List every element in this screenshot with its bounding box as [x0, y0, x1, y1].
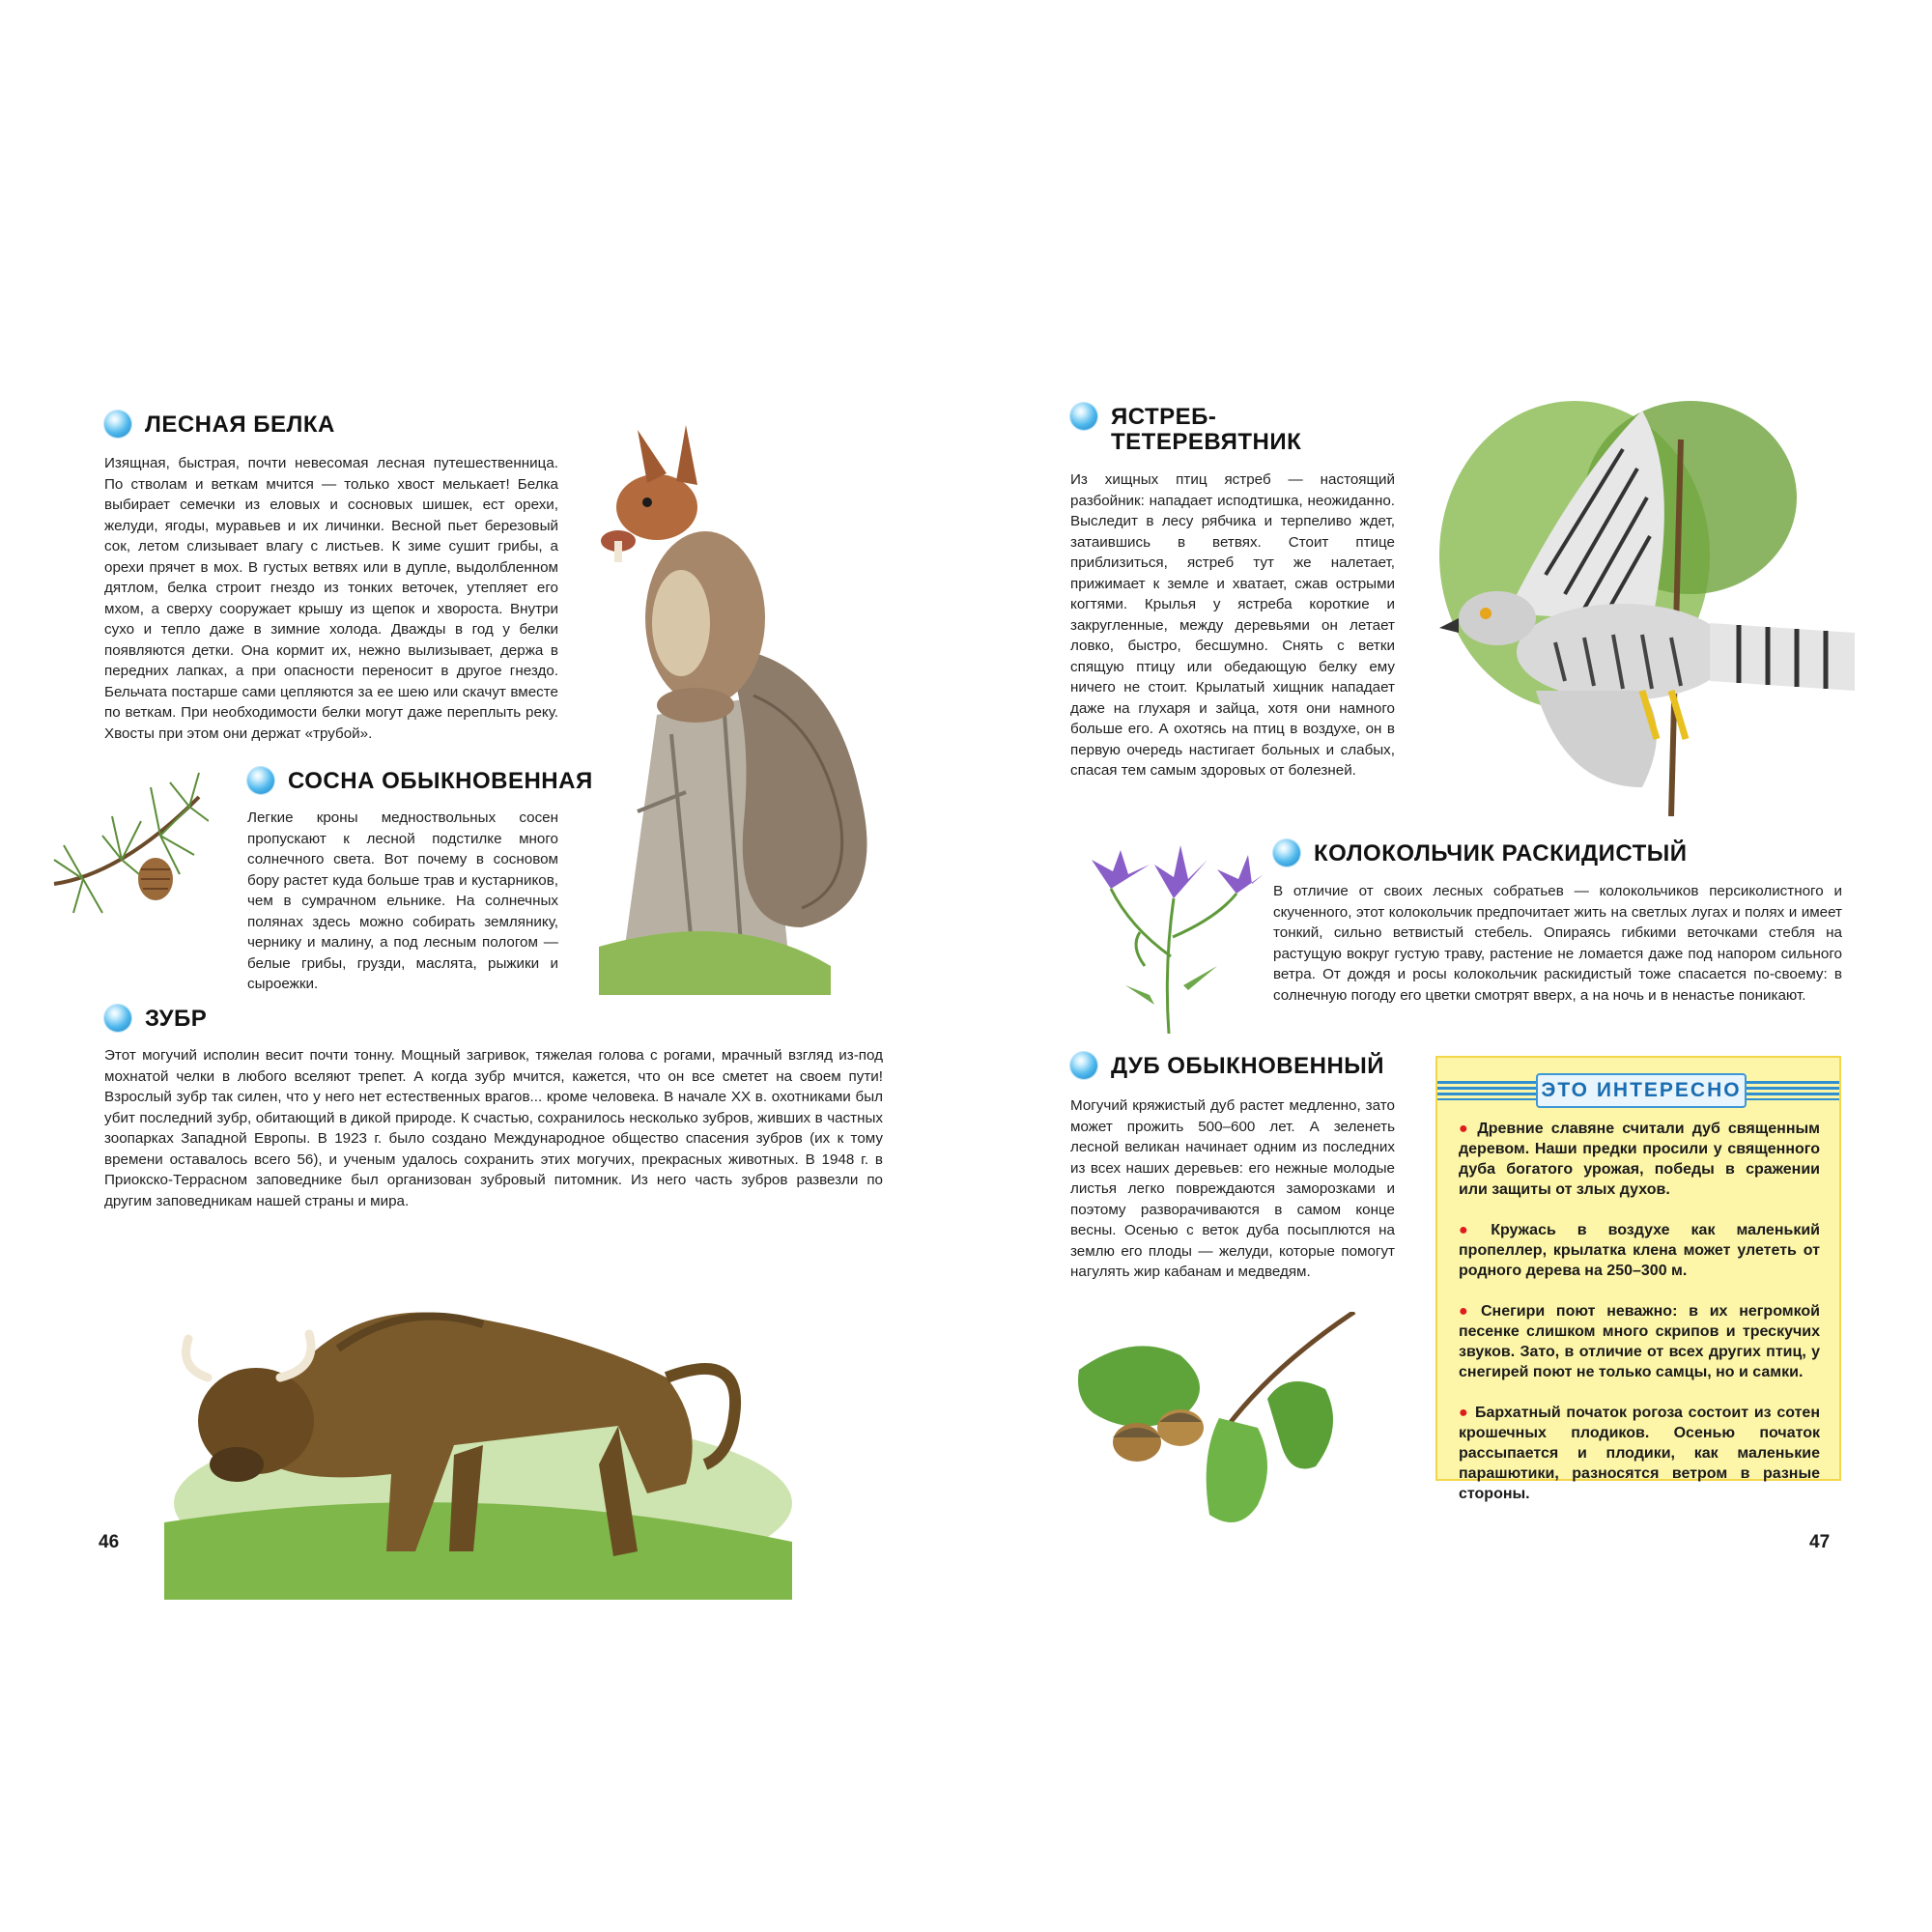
- bullet-dot-icon: ●: [1459, 1303, 1475, 1320]
- fact-item: [1459, 1119, 1820, 1200]
- fact-item: [1459, 1403, 1820, 1504]
- squirrel-text: Изящная, быстрая, почти невесомая лесная путешественница. По стволам и веткам мчится — только хвост мелькает! Белка выбирает семечки из еловых и сосновых шишек, ест орехи, желуди, ягоды, муравьев и их личинки. Весной пьет березовый сок, летом слизывает влагу с листьев. К зиме сушит грибы, а орехи прячет в мох. В густых ветвях или в дупле, выдолбленном дятлом, белка строит гнездо из тонких веточек, утепляет его мхом, а сверху сооружает крышу из щепок и хвороста. Внутри сухо и тепло даже в зимние холода. Дважды в год у белки появляются детки. Она кормит их, нежно вылизывает, держа в передних лапках, а при опасности переносит в другое гнездо. Бельчата постарше сами цепляются за ее шею или скачут вместе по веткам. При необходимости белки могут даже переплыть реку. Хвосты при этом они держат «трубой».: [104, 455, 558, 742]
- info-box-title: ЭТО ИНТЕРЕСНО: [1536, 1073, 1747, 1108]
- pine-heading-text: СОСНА ОБЫКНОВЕННАЯ: [288, 768, 593, 794]
- hawk-heading-line1: ЯСТРЕБ-: [1111, 404, 1217, 430]
- bullet-icon: [247, 767, 274, 794]
- bison-text: Этот могучий исполин весит почти тонну. Мощный загривок, тяжелая голова с рогами, мрачный взгляд из-под мохнатой челки в любого вселяют трепет. А когда зубр мчится, кажется, что он все сметет на своем пути! Взрослый зубр так силен, что у него нет естественных врагов... кроме человека. В начале XX в. охотниками был убит последний зубр, обитающий в дикой природе. К счастью, сохранилось несколько зубров, живших в частных зоопарках Западной Европы. В 1923 г. было создано Международное общество спасения зубров (их к тому времени оставалось всего 56), и ученым удалось сохранить этих могучих, прекрасных животных. В 1948 г. в Приокско-Террасном заповеднике был организован зубровый питомник. Из него часть зубров развезли по другим заповедникам нашей страны и мира.: [104, 1047, 883, 1209]
- bison-heading: [104, 1007, 207, 1032]
- oak-heading: [1070, 1054, 1384, 1079]
- hawk-heading-line2: ТЕТЕРЕВЯТНИК: [1111, 429, 1302, 455]
- bullet-dot-icon: ●: [1459, 1405, 1469, 1421]
- right-page: [966, 0, 1932, 1932]
- bison-illustration: [164, 1233, 792, 1600]
- pine-heading: [247, 769, 593, 794]
- oak-branch-illustration: [1074, 1312, 1403, 1544]
- pine-branch-illustration: [44, 768, 209, 932]
- fact-text: Кружась в воздухе как маленький пропеллер, крылатка клена может улететь от родного дерева на 250–300 м.: [1459, 1222, 1820, 1279]
- squirrel-heading-text: ЛЕСНАЯ БЕЛКА: [145, 412, 335, 438]
- bellflower-illustration: [1072, 821, 1265, 1034]
- hawk-heading: [1070, 405, 1301, 455]
- bullet-icon: [1070, 1052, 1097, 1079]
- squirrel-illustration: [580, 406, 898, 995]
- bellflower-text: В отличие от своих лесных собратьев — колокольчиков персиколистного и скученного, этот колокольчик предпочитает жить на светлых лугах и полях и имеет тонкий, сильно ветвистый стебель. Опираясь гибкими веточками стебля на растущую вокруг густую траву, растение не ломается даже под напором сильного ветра. От дождя и росы колокольчик раскидистый тоже спасается по-своему: в солнечную погоду его цветки смотрят вверх, а на ночь и в ненастье поникают.: [1273, 883, 1842, 1004]
- bullet-dot-icon: ●: [1459, 1121, 1472, 1137]
- fact-item: [1459, 1301, 1820, 1382]
- fact-text: Бархатный початок рогоза состоит из сотен крошечных плодиков. Осенью початок рассыпается и плодики, как маленькие парашютики, разносятся ветром в разные стороны.: [1459, 1405, 1820, 1502]
- bullet-icon: [1070, 403, 1097, 430]
- bullet-icon: [104, 411, 131, 438]
- fact-item: [1459, 1220, 1820, 1281]
- hawk-text: Из хищных птиц ястреб — настоящий разбойник: нападает исподтишка, неожиданно. Выследит в лесу рябчика и терпеливо ждет, затаившись в ветвях. Стоит птице приблизиться, ястреб тут же налетает, прижимает к земле и хватает, сжав острыми когтями. Крылья у ястреба короткие и закругленные, между деревьями он летает ловко, быстро, бесшумно. Снять с ветки спящую птицу или обедающую белку ему ничего не стоит. Крылатый хищник нападает даже на глухаря и зайца, хотя они намного больше его. А охотясь на птиц в воздухе, он в первую очередь настигает больных и слабых, спасая тем самым здоровых от болезней.: [1070, 471, 1395, 779]
- info-box-banner: [1437, 1073, 1839, 1108]
- oak-text: Могучий кряжистый дуб растет медленно, зато может прожить 500–600 лет. А зеленеть лесной великан начинает одним из последних из всех наших деревьев: его нежные молодые листья легко повреждаются заморозками и поэтому разворачиваются в самом конце весны. Осенью с веток дуба посыплются на землю его плоды — желуди, которые помогут нагулять жир кабанам и медведям.: [1070, 1097, 1395, 1280]
- info-box: [1435, 1056, 1841, 1502]
- hawk-heading-text: [1111, 405, 1301, 455]
- bison-heading-text: ЗУБР: [145, 1006, 208, 1032]
- bullet-icon: [104, 1005, 131, 1032]
- page-number-right: 47: [1809, 1532, 1831, 1552]
- fact-text: Снегири поют неважно: в их негромкой песенке слишком много скрипов и трескучих звуков. Зато, в отличие от всех других птиц, у снегирей поют не только самцы, но и самки.: [1459, 1303, 1821, 1380]
- bellflower-heading: [1273, 841, 1688, 867]
- page-number-left: 46: [99, 1532, 120, 1552]
- oak-heading-text: ДУБ ОБЫКНОВЕННЫЙ: [1111, 1053, 1385, 1079]
- info-box-facts: [1459, 1119, 1820, 1524]
- hawk-illustration: [1430, 382, 1855, 816]
- squirrel-heading: [104, 412, 335, 438]
- bullet-icon: [1273, 839, 1300, 867]
- bellflower-heading-text: КОЛОКОЛЬЧИК РАСКИДИСТЫЙ: [1314, 840, 1688, 867]
- pine-text: Легкие кроны медноствольных сосен пропускают к лесной подстилке много солнечного света. Вот почему в сосновом бору растет куда больше трав и кустарников, чем в сумрачном ельнике. На солнечных полянах здесь можно собирать землянику, чернику и малину, а под лесным пологом — белые грибы, грузди, маслята, рыжики и сыроежки.: [247, 810, 558, 992]
- fact-text: Древние славяне считали дуб священным деревом. Наши предки просили у священного дуба богатого урожая, победы в сражении или защиты от злых духов.: [1459, 1121, 1820, 1198]
- bullet-dot-icon: ●: [1459, 1222, 1486, 1238]
